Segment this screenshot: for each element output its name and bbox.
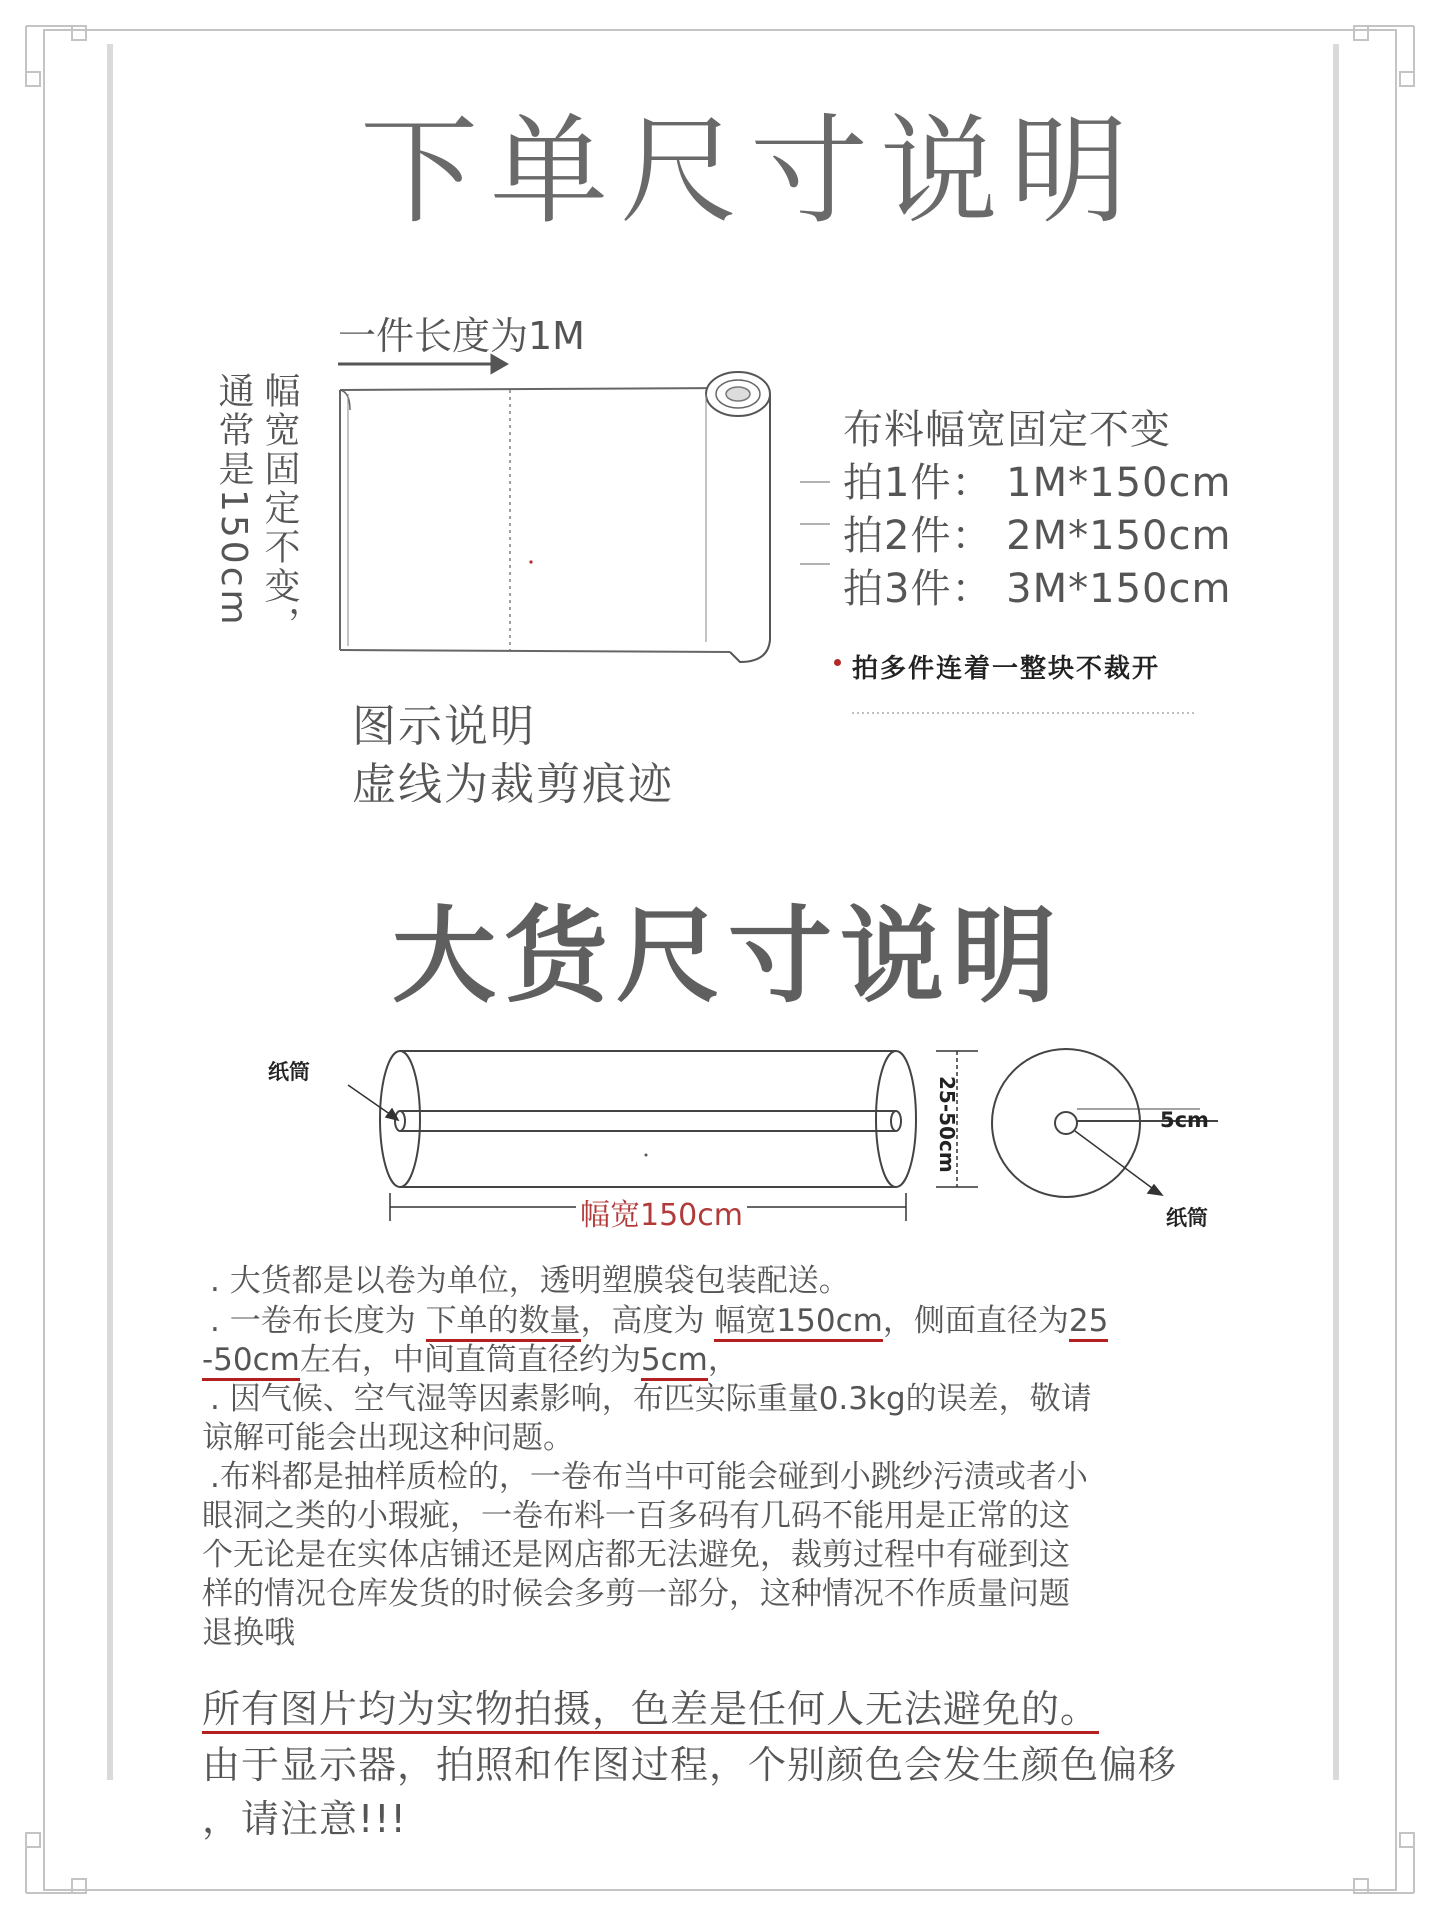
option-dash-marks <box>798 478 832 568</box>
width-note-column-right: 幅宽固定不变， <box>259 372 300 645</box>
fabric-roll-diagram <box>320 350 790 680</box>
underlined-width: 幅宽150cm <box>714 1303 882 1342</box>
core-pointer-arrow <box>1075 1131 1162 1195</box>
underlined-core-size: 5cm <box>641 1342 708 1381</box>
option-1-piece: 拍1件： 1M*150cm <box>843 460 1232 506</box>
underlined-diameter-start: 25 <box>1069 1303 1108 1342</box>
width-note-column-left: 通常是150cm <box>213 372 254 628</box>
bulk-note-weight-cont: 谅解可能会出现这种问题。 <box>202 1420 574 1456</box>
disclaimer-color-difference <box>202 1678 1099 1733</box>
legend-title: 图示说明 <box>352 701 536 752</box>
option-2-pieces: 拍2件： 2M*150cm <box>843 513 1232 559</box>
bulk-note-dimensions-text-c: ，侧面直径为 <box>882 1303 1069 1339</box>
label-paper-tube-side: 纸筒 <box>1166 1206 1208 1230</box>
fixed-width-text: 布料幅宽固定不变 <box>843 407 1171 453</box>
bulk-note-weight: . 因气候、空气湿等因素影响，布匹实际重量0.3kg的误差，敬请 <box>210 1381 1092 1417</box>
bulk-note-dimensions-text-a: . 一卷布长度为 <box>210 1303 426 1339</box>
disclaimer-color-difference-text: 所有图片均为实物拍摄，色差是任何人无法避免的。 <box>202 1687 1099 1734</box>
dotted-divider <box>852 710 1197 716</box>
disclaimer-notice: ，请注意!!! <box>202 1797 407 1841</box>
section-title-bulk-size: 大货尺寸说明 <box>392 895 1065 1017</box>
piece-length-label: 一件长度为1M <box>338 314 585 358</box>
bulk-note-quality: .布料都是抽样质检的，一卷布当中可能会碰到小跳纱污渍或者小 <box>210 1459 1088 1495</box>
bulk-note-dimensions-cont <box>202 1341 739 1380</box>
bulk-note-dimensions-text-b: ，高度为 <box>580 1303 715 1339</box>
bullet-dot <box>834 659 841 666</box>
bulk-note-quality-line5: 退换哦 <box>202 1615 295 1651</box>
bulk-roll-diagram <box>300 1045 1240 1235</box>
tube-pointer-arrow <box>348 1085 398 1120</box>
bulk-note-packaging: . 大货都是以卷为单位，透明塑膜袋包装配送。 <box>210 1263 850 1299</box>
bulk-note-quality-line4: 样的情况仓库发货的时候会多剪一部分，这种情况不作质量问题 <box>202 1576 1070 1612</box>
underlined-diameter-end: -50cm <box>202 1342 300 1381</box>
label-fabric-width: 幅宽150cm <box>576 1190 747 1234</box>
bulk-note-quality-line2: 眼洞之类的小瑕疵，一卷布料一百多码有几码不能用是正常的这 <box>202 1498 1070 1534</box>
label-paper-tube: 纸筒 <box>268 1060 310 1084</box>
legend-description: 虚线为裁剪痕迹 <box>352 759 674 810</box>
bulk-note-quality-line3: 个无论是在实体店铺还是网店都无法避免，裁剪过程中有碰到这 <box>202 1537 1070 1573</box>
disclaimer-display-shift: 由于显示器，拍照和作图过程，个别颜色会发生颜色偏移 <box>202 1743 1178 1787</box>
label-core-diameter: 5cm <box>1160 1108 1209 1132</box>
bulk-note-dimensions <box>210 1302 1108 1341</box>
option-3-pieces: 拍3件： 3M*150cm <box>843 566 1232 612</box>
underlined-order-quantity: 下单的数量 <box>426 1303 581 1342</box>
label-roll-diameter: 25-50cm <box>935 1076 959 1173</box>
bulk-note-dimensions-cont-comma: ， <box>707 1342 739 1378</box>
section-title-order-size: 下单尺寸说明 <box>360 102 1141 240</box>
bulk-note-dimensions-cont-text: 左右，中间直筒直径约为 <box>299 1342 641 1378</box>
continuous-piece-note: 拍多件连着一整块不裁开 <box>852 654 1161 684</box>
